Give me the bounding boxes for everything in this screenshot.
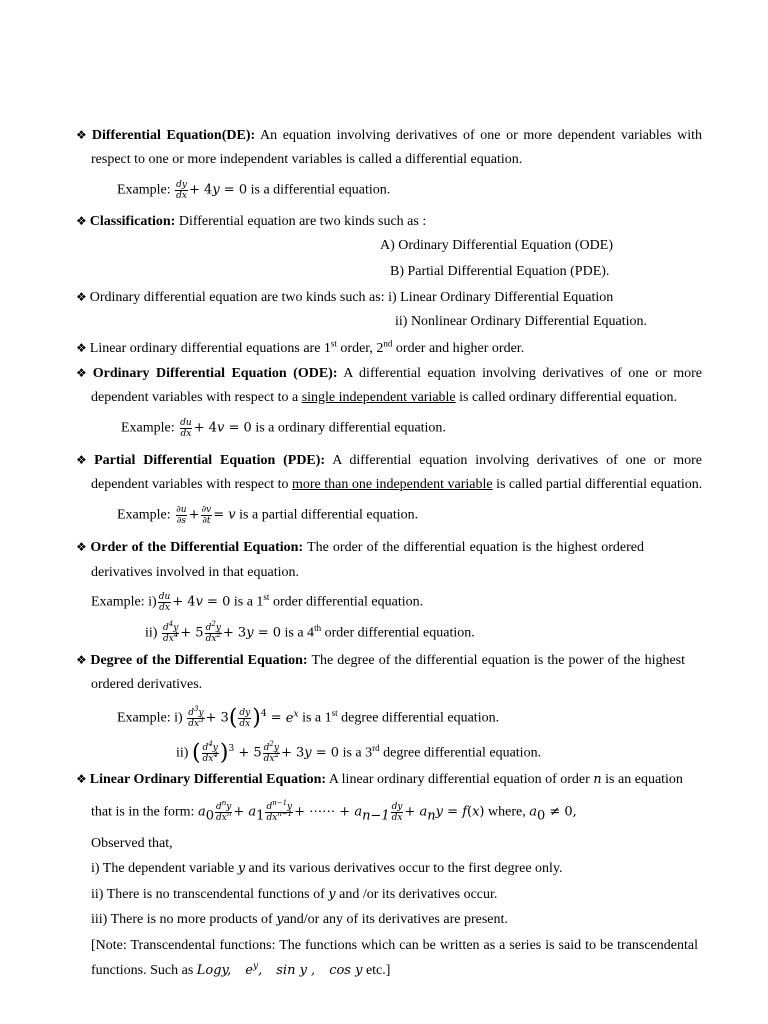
ode-title: Ordinary Differential Equation (ODE): <box>92 366 338 381</box>
diamond-bullet-icon: ❖ <box>76 290 87 304</box>
order-example-2: ii) $\frac{d^4y}{dx^4}$ + 5 $\frac{d^2y}{dx^2}$ + 3y = 0 is a 4th order differential equation. <box>145 620 475 644</box>
lode-definition-line-1: ❖ Linear Ordinary Differential Equation: A linear ordinary differential equation of order n is an equation <box>76 772 683 787</box>
pde-definition-line-1: ❖ Partial Differential Equation (PDE): A differential equation involving derivatives of one or more <box>76 453 702 468</box>
pde-example: Example: $\frac{\partial u}{\partial s}$ + $\frac{\partial v}{\partial t}$ = v is a partial differential equation. <box>117 505 419 526</box>
fraction: $\frac{d^4y}{dx^4}$ <box>162 620 179 644</box>
fraction: $\frac{d^ny}{dx^n}$ <box>215 799 232 823</box>
classification-pde: B) Partial Differential Equation (PDE). <box>390 264 610 279</box>
observation-3: iii) There is no more products of yand/or any of its derivatives are present. <box>91 912 508 927</box>
de-definition-line-2: respect to one or more independent variables is called a differential equation. <box>91 152 523 167</box>
fraction: $\frac{du}{dx}$ <box>158 592 171 613</box>
lode-title: Linear Ordinary Differential Equation: <box>89 772 327 787</box>
diamond-bullet-icon: ❖ <box>76 540 88 554</box>
lode-form-line: that is in the form: $a_0$ $\frac{d^ny}{dx^n}$ + $a_1$ $\frac{d^{n-1}y}{dx^{n-1}}$ + ⋯⋯ + $a_{n-1}$ $\frac{dy}{dx}$ + $a_ny = f(x)$ where, $a_0 \ne 0$, <box>91 799 577 824</box>
diamond-bullet-icon: ❖ <box>76 653 88 667</box>
ode-example: Example: $\frac{du}{dx}$ + 4v = 0 is a ordinary differential equation. <box>121 418 446 439</box>
order-definition-line-1: ❖ Order of the Differential Equation: The order of the differential equation is the highest ordered <box>76 540 644 555</box>
order-title: Order of the Differential Equation: <box>90 540 304 555</box>
degree-definition-line-1: ❖ Degree of the Differential Equation: The degree of the differential equation is the power of the highest <box>76 653 686 668</box>
fraction: $\frac{dy}{dx}$ <box>391 802 403 823</box>
diamond-bullet-icon: ❖ <box>76 128 89 142</box>
classification-title: Classification: <box>89 214 176 229</box>
fraction: $\frac{d^2y}{dx^2}$ <box>205 620 221 644</box>
de-definition-line-1: ❖ Differential Equation(DE): An equation involving derivatives of one or more dependent variables with <box>76 128 703 143</box>
diamond-bullet-icon: ❖ <box>76 453 92 467</box>
diamond-bullet-icon: ❖ <box>76 772 87 786</box>
ode-definition-line-2: dependent variables with respect to a single independent variable is called ordinary differential equation. <box>91 390 677 405</box>
diamond-bullet-icon: ❖ <box>76 214 87 228</box>
fraction: $\frac{\partial u}{\partial s}$ <box>176 505 187 526</box>
observed-line: Observed that, <box>91 836 173 851</box>
fraction: $\frac{du}{dx}$ <box>180 418 192 439</box>
classification-line: ❖ Classification: Differential equation are two kinds such as : <box>76 214 427 229</box>
fraction: $\frac{d^4y}{dx^4}$ <box>202 740 218 764</box>
diamond-bullet-icon: ❖ <box>76 366 90 380</box>
ode-kinds-nonlinear: ii) Nonlinear Ordinary Differential Equation. <box>395 314 648 329</box>
fraction: $\frac{d^{n-1}y}{dx^{n-1}}$ <box>266 799 293 823</box>
degree-title: Degree of the Differential Equation: <box>90 653 308 668</box>
ode-kinds-line: ❖ Ordinary differential equation are two kinds such as: i) Linear Ordinary Differential Equation <box>76 290 614 305</box>
fraction: $\frac{\partial v}{\partial t}$ <box>201 505 212 526</box>
order-example-1: Example: i) $\frac{du}{dx}$ + 4v = 0 is a 1st order differential equation. <box>91 592 424 613</box>
degree-definition-line-2: ordered derivatives. <box>91 677 203 692</box>
note-line-2: functions. Such as Logy, $e^y$, sin y , cos y etc.] <box>91 961 391 978</box>
ode-definition-line-1: ❖ Ordinary Differential Equation (ODE): A differential equation involving derivatives of one or more <box>76 366 702 381</box>
underlined-term: more than one independent variable <box>291 477 493 492</box>
fraction: $\frac{dy}{dx}$ <box>239 708 251 729</box>
observation-2: ii) There is no transcendental functions of y and /or its derivatives occur. <box>91 887 498 902</box>
classification-ode: A) Ordinary Differential Equation (ODE) <box>380 238 613 253</box>
pde-definition-line-2: dependent variables with respect to more than one independent variable is called partial differential equation. <box>91 477 703 492</box>
linear-orders-line: ❖ Linear ordinary differential equations are 1st order, 2nd order and higher order. <box>76 338 525 356</box>
underlined-term: single independent variable <box>301 390 456 405</box>
order-definition-line-2: derivatives involved in that equation. <box>91 565 300 580</box>
degree-example-2: ii) ( $\frac{d^4y}{dx^4}$ )$^3$ + 5 $\frac{d^2y}{dx^2}$ + 3y = 0 is a 3rd degree differential equation. <box>176 740 542 766</box>
fraction: $\frac{dy}{dx}$ <box>176 180 188 201</box>
de-example: Example: $\frac{dy}{dx}$ + 4y = 0 is a differential equation. <box>117 180 391 201</box>
fraction: $\frac{d^3y}{dx^3}$ <box>188 705 204 729</box>
de-title: Differential Equation(DE): <box>91 128 256 143</box>
fraction: $\frac{d^2y}{dx^2}$ <box>263 740 279 764</box>
degree-example-1: Example: i) $\frac{d^3y}{dx^3}$ + 3( $\frac{dy}{dx}$ )$^4 = e^x$ is a 1st degree differential equation. <box>117 705 500 731</box>
observation-1: i) The dependent variable y and its various derivatives occur to the first degree only. <box>91 861 563 876</box>
diamond-bullet-icon: ❖ <box>76 341 87 355</box>
note-line-1: [Note: Transcendental functions: The functions which can be written as a series is said to be transcendental <box>91 938 698 953</box>
pde-title: Partial Differential Equation (PDE): <box>94 453 326 468</box>
